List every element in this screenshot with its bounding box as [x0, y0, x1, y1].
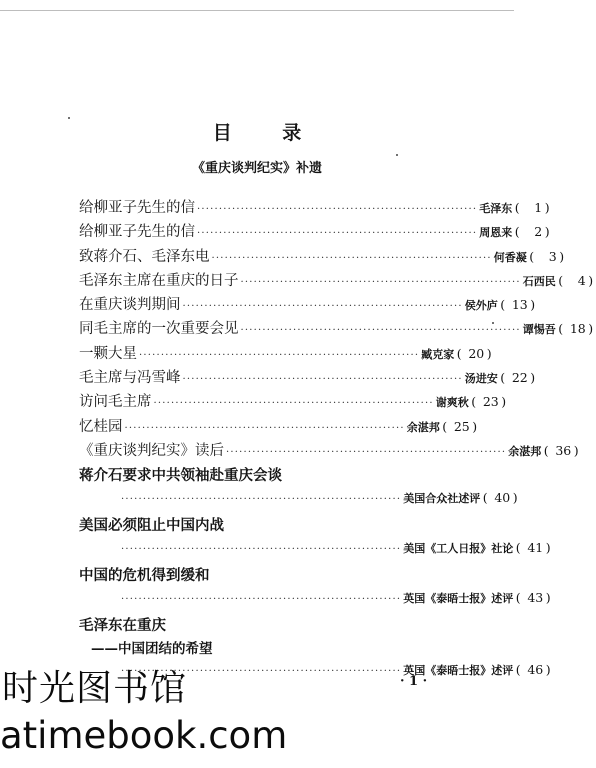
- leader-dots: ································································: [139, 349, 420, 361]
- toc-entry[interactable]: [79, 293, 536, 317]
- entry-page: ( 2 ): [514, 224, 550, 240]
- watermark-title: 时光图书馆: [2, 668, 188, 709]
- leader-dots: ································································: [121, 594, 402, 605]
- entry-title: 给柳亚子先生的信: [79, 200, 195, 216]
- entry-title: 毛主席与冯雪峰: [79, 370, 181, 387]
- entry-page: ( 20 ): [456, 345, 492, 361]
- leader-dots: ································································: [197, 204, 478, 215]
- entry-source-line: [79, 538, 551, 558]
- entry-author: 毛泽东: [479, 202, 513, 215]
- entry-author: 何香凝: [493, 250, 527, 264]
- toc-entries: [79, 196, 594, 463]
- entry-page: ( 36 ): [543, 442, 579, 458]
- entry-source-line: [79, 488, 518, 508]
- entry-source: 英国《泰晤士报》述评: [403, 592, 514, 605]
- entry-title: 中国的危机得到缓和: [79, 567, 210, 584]
- entry-title: 毛泽东主席在重庆的日子: [79, 272, 239, 289]
- entry-page: ( 18 ): [558, 321, 594, 337]
- entry-author: 余湛邦: [406, 420, 440, 434]
- toc-entry[interactable]: [79, 464, 518, 508]
- watermark-url: atimebook.com: [0, 714, 288, 757]
- entry-title: 同毛主席的一次重要会见: [79, 321, 239, 338]
- scan-speck: [396, 154, 398, 156]
- toc-entry[interactable]: [79, 269, 594, 293]
- toc-entry[interactable]: [79, 220, 550, 244]
- entry-source: 美国《工人日报》社论: [403, 542, 514, 555]
- toc-entry[interactable]: [79, 196, 550, 220]
- entry-title: 忆桂园: [79, 418, 123, 435]
- entry-subtitle: ——中国团结的希望: [91, 641, 213, 657]
- leader-dots: ································································: [121, 666, 402, 677]
- leader-dots: ································································: [124, 422, 405, 434]
- entry-source-line: [79, 588, 551, 608]
- press-commentary-section: [79, 464, 551, 686]
- entry-title: 致蒋介石、毛泽东电: [79, 248, 210, 265]
- entry-source: 美国合众社述评: [403, 492, 481, 505]
- leader-dots: ································································: [226, 446, 507, 458]
- entry-page: ( 4 ): [558, 272, 594, 288]
- leader-dots: ································································: [182, 374, 463, 386]
- entry-page: ( 40 ): [482, 490, 518, 505]
- toc-entry[interactable]: [79, 415, 478, 439]
- entry-page: ( 1 ): [514, 200, 550, 215]
- toc-entry[interactable]: [79, 390, 507, 414]
- leader-dots: ································································: [240, 325, 521, 337]
- entry-author: 谢爽秋: [435, 396, 469, 410]
- toc-entry[interactable]: [79, 366, 536, 390]
- leader-dots: ································································: [240, 276, 521, 288]
- entry-title: 在重庆谈判期间: [79, 297, 181, 314]
- entry-page: ( 41 ): [515, 540, 551, 555]
- page-title: 目 录: [212, 122, 324, 144]
- page-subtitle: 《重庆谈判纪实》补遗: [191, 161, 322, 176]
- entry-author: 谭惕吾: [522, 323, 556, 337]
- toc-entry[interactable]: [79, 245, 565, 269]
- top-rule: [0, 10, 514, 11]
- entry-page: ( 23 ): [471, 394, 507, 410]
- toc-entry[interactable]: [79, 317, 594, 341]
- entry-page: ( 3 ): [529, 248, 565, 264]
- leader-dots: ································································: [197, 228, 478, 240]
- entry-page: ( 13 ): [500, 297, 536, 313]
- entry-author: 汤进安: [464, 372, 498, 386]
- entry-title: 一颗大星: [79, 345, 137, 362]
- entry-page: ( 46 ): [515, 662, 551, 677]
- entry-page: ( 22 ): [500, 370, 536, 386]
- entry-author: 臧克家: [421, 347, 455, 361]
- entry-author: 周恩来: [479, 226, 513, 240]
- leader-dots: ································································: [182, 301, 463, 313]
- entry-title: 蒋介石要求中共领袖赴重庆会谈: [79, 467, 282, 484]
- entry-source: 英国《泰晤士报》述评: [403, 664, 514, 677]
- entry-author: 余湛邦: [508, 444, 542, 458]
- entry-page: ( 25 ): [442, 418, 478, 434]
- page-number: · 1 ·: [400, 674, 428, 689]
- entry-page: ( 43 ): [515, 590, 551, 605]
- toc-entry[interactable]: [79, 514, 551, 558]
- entry-title: 毛泽东在重庆: [79, 617, 166, 634]
- entry-title: 给柳亚子先生的信: [79, 224, 195, 241]
- toc-entry[interactable]: [79, 439, 579, 463]
- entry-author: 侯外庐: [464, 299, 498, 313]
- toc-entry[interactable]: [79, 564, 551, 608]
- entry-title: 美国必须阻止中国内战: [79, 517, 224, 534]
- entry-title: 《重庆谈判纪实》读后: [79, 442, 224, 459]
- leader-dots: ································································: [153, 398, 434, 410]
- leader-dots: ································································: [121, 494, 402, 505]
- leader-dots: ································································: [211, 252, 492, 264]
- entry-author: 石西民: [522, 274, 556, 288]
- entry-title: 访问毛主席: [79, 394, 152, 411]
- toc-entry[interactable]: [79, 342, 492, 366]
- leader-dots: ································································: [121, 544, 402, 555]
